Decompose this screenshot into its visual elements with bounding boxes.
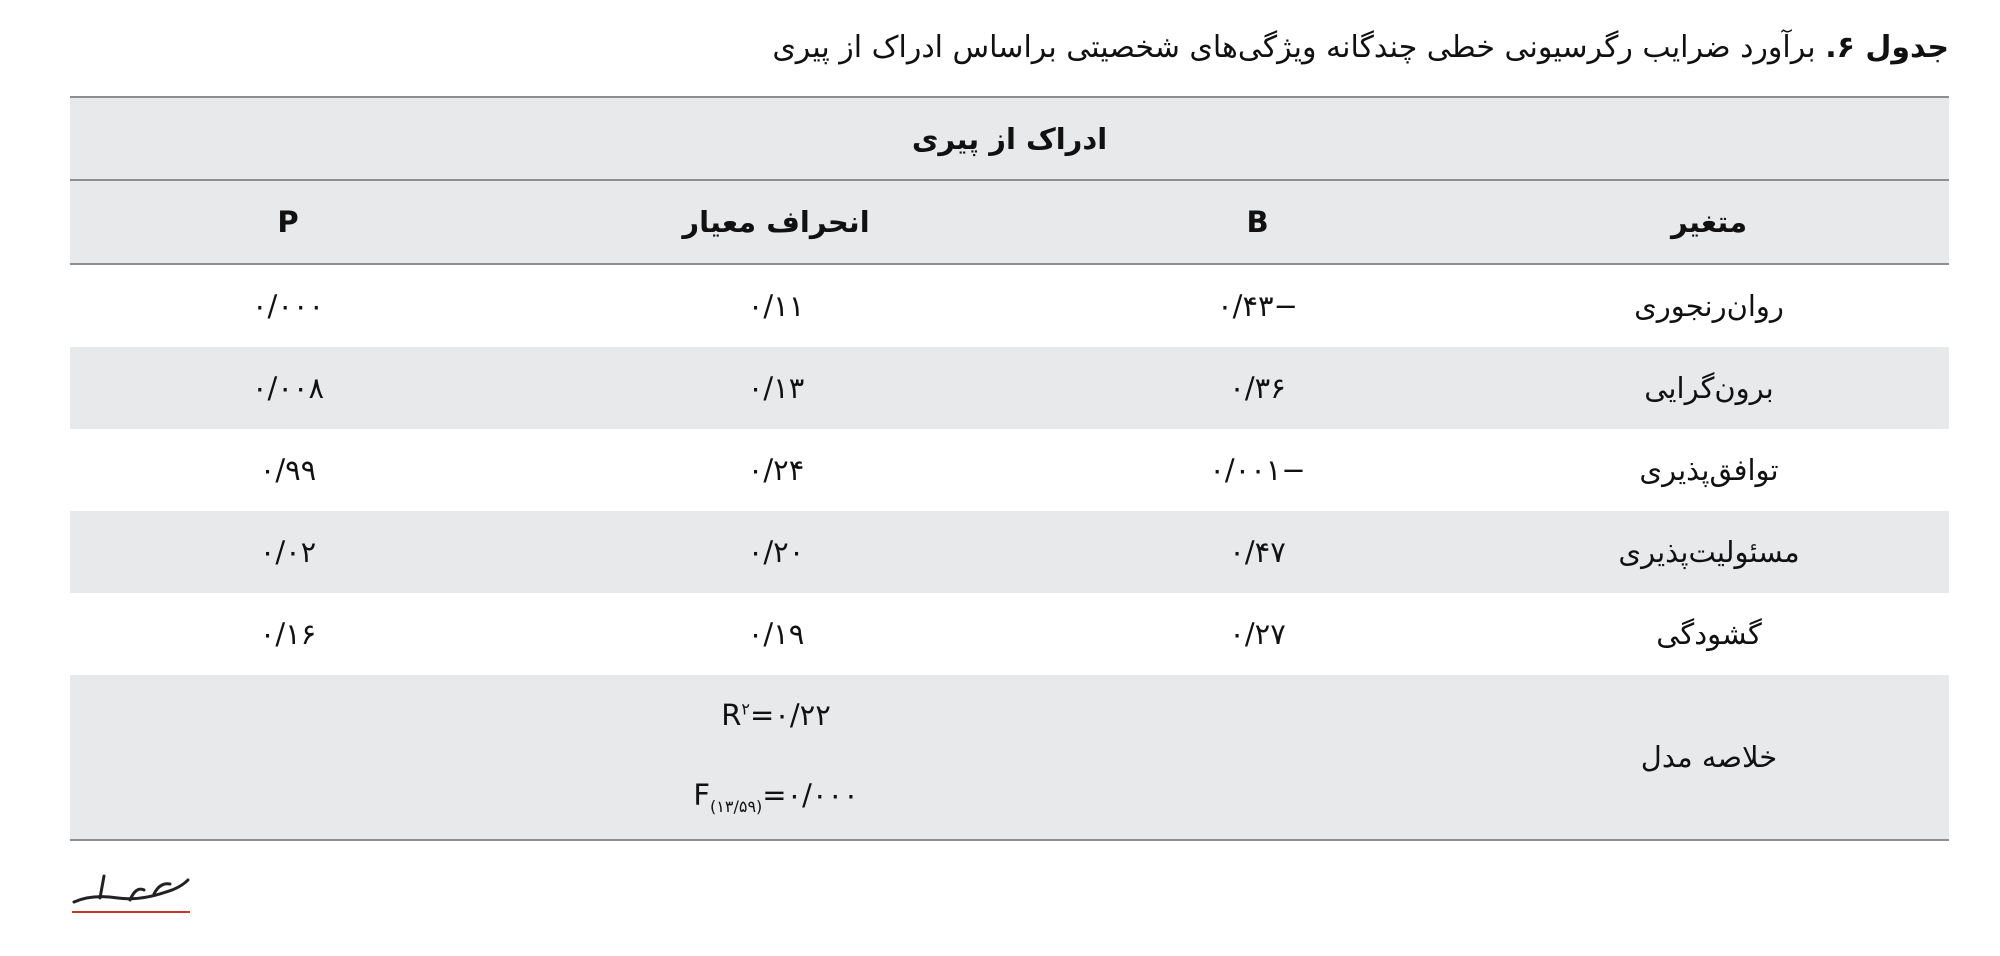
cell-b: −۰/۰۰۱ xyxy=(1209,453,1306,487)
column-header-variable: متغیر xyxy=(1469,180,1949,264)
group-header: ادراک از پیری xyxy=(70,97,1949,180)
cell-variable: مسئولیت‌پذیری xyxy=(1469,511,1949,593)
caption-text: برآورد ضرایب رگرسیونی خطی چندگانه ویژگی‌های شخصیتی براساس ادراک از پیری xyxy=(772,30,1816,65)
model-summary-row xyxy=(70,675,1949,840)
journal-logo xyxy=(70,868,192,916)
cell-sd: ۰/۱۳ xyxy=(506,347,1046,429)
table-row xyxy=(70,429,1949,511)
salmand-logo-icon xyxy=(70,868,192,916)
table-row xyxy=(70,593,1949,675)
cell-p: ۰/۰۰۸ xyxy=(70,347,506,429)
cell-variable: روان‌رنجوری xyxy=(1634,289,1784,323)
cell-sd: ۰/۲۴ xyxy=(747,453,805,487)
cell-sd: ۰/۱۱ xyxy=(747,289,805,323)
cell-p: ۰/۰۰۰ xyxy=(251,289,325,323)
table-caption xyxy=(49,22,1949,74)
cell-sd: ۰/۱۹ xyxy=(747,617,805,651)
cell-variable: برون‌گرایی xyxy=(1469,347,1949,429)
summary-label: خلاصه مدل xyxy=(1469,675,1949,840)
column-header-b: B xyxy=(1046,180,1469,264)
cell-sd: ۰/۲۰ xyxy=(506,511,1046,593)
cell-p: ۰/۰۲ xyxy=(70,511,506,593)
regression-table xyxy=(70,96,1949,841)
cell-variable: توافق‌پذیری xyxy=(1639,453,1779,487)
table-row xyxy=(70,347,1949,429)
cell-b: ۰/۳۶ xyxy=(1046,347,1469,429)
table-row xyxy=(70,511,1949,593)
cell-p: ۰/۱۶ xyxy=(259,617,317,651)
cell-b: −۰/۴۳ xyxy=(1217,289,1298,323)
summary-stats xyxy=(506,675,1046,840)
r-squared: $R^۲=۰/۲۲$ xyxy=(721,698,831,733)
table-row xyxy=(70,264,1949,347)
summary-empty-b xyxy=(1046,675,1469,840)
caption-label: جدول ۶. xyxy=(1825,30,1949,65)
summary-empty-p xyxy=(70,675,506,840)
cell-variable: گشودگی xyxy=(1656,617,1762,651)
f-statistic: $F_{(۱۳/۵۹)}=۰/۰۰۰$ xyxy=(693,778,859,816)
cell-p: ۰/۹۹ xyxy=(259,453,317,487)
column-header-sd: انحراف معیار xyxy=(506,180,1046,264)
cell-b: ۰/۲۷ xyxy=(1229,617,1286,651)
column-header-p: P xyxy=(70,180,506,264)
cell-b: ۰/۴۷ xyxy=(1046,511,1469,593)
